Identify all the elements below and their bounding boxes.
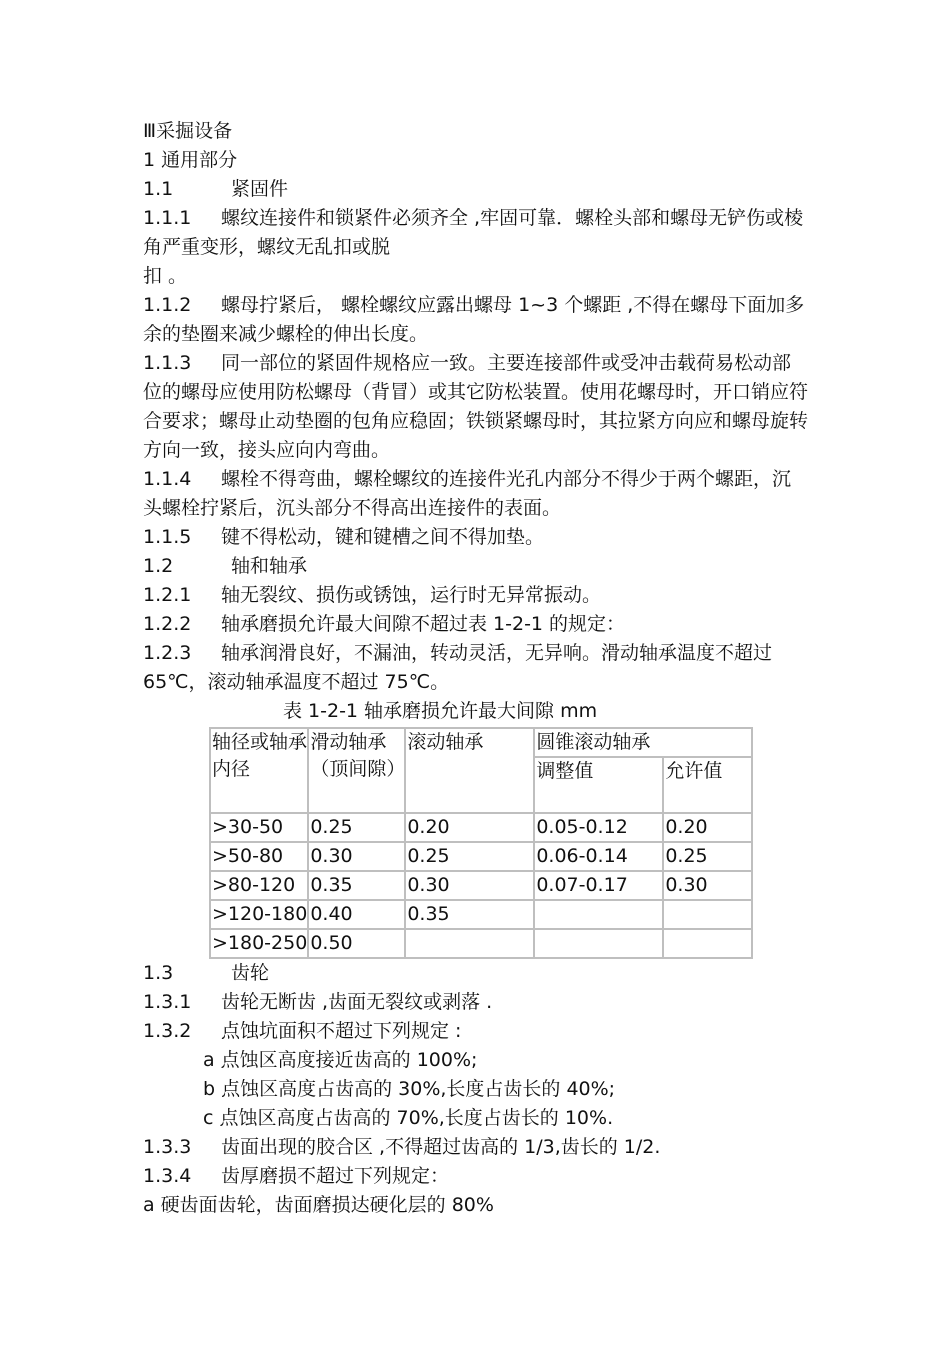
list-item: a 硬齿面齿轮，齿面磨损达硬化层的 80% bbox=[143, 1194, 494, 1216]
table-header-row bbox=[210, 728, 752, 757]
cell-diameter: >50-80 bbox=[210, 842, 308, 871]
heading-1-2 bbox=[143, 552, 808, 581]
header-rolling-bearing: 滚动轴承 bbox=[405, 728, 534, 813]
cell-allow: 0.20 bbox=[663, 813, 752, 842]
table-row bbox=[210, 813, 752, 842]
table-row bbox=[210, 842, 752, 871]
cell-rolling: 0.35 bbox=[405, 900, 534, 929]
header-tapered-roller-bearing: 圆锥滚动轴承 bbox=[534, 728, 752, 757]
paragraph-1-1-1-cont: 扣 。 bbox=[143, 265, 188, 287]
part-heading: 1 通用部分 bbox=[143, 149, 238, 171]
clause-text: 轴承润滑良好，不漏油，转动灵活，无异响。滑动轴承温度不超过 65℃，滚动轴承温度不超过 75℃。 bbox=[143, 642, 773, 693]
clause-text: 轴无裂纹、损伤或锈蚀，运行时无异常振动。 bbox=[221, 584, 602, 606]
clause-text: 轴承磨损允许最大间隙不超过表 1-2-1 的规定： bbox=[221, 613, 626, 635]
cell-diameter: >180-250 bbox=[210, 929, 308, 958]
paragraph-1-1-5 bbox=[143, 523, 808, 552]
cell-diameter: >30-50 bbox=[210, 813, 308, 842]
clause-number: 1.3.1 bbox=[143, 991, 192, 1013]
paragraph-1-1-1 bbox=[143, 204, 808, 262]
list-item: b 点蚀区高度占齿高的 30%,长度占齿长的 40%; bbox=[203, 1078, 616, 1100]
heading-title: 齿轮 bbox=[231, 962, 270, 984]
clause-number: 1.1.1 bbox=[143, 207, 192, 229]
cell-sliding: 0.25 bbox=[308, 813, 405, 842]
paragraph-1-1-3 bbox=[143, 349, 808, 465]
clause-number: 1.1.3 bbox=[143, 352, 192, 374]
clause-text: 齿厚磨损不超过下列规定： bbox=[221, 1165, 450, 1187]
cell-sliding: 0.30 bbox=[308, 842, 405, 871]
cell-adjust bbox=[534, 900, 663, 929]
document-body bbox=[143, 117, 808, 1220]
cell-rolling: 0.30 bbox=[405, 871, 534, 900]
paragraph-1-3-4 bbox=[143, 1162, 808, 1191]
cell-sliding: 0.40 bbox=[308, 900, 405, 929]
list-item: c 点蚀区高度占齿高的 70%,长度占齿长的 10%. bbox=[203, 1107, 614, 1129]
clause-text: 螺纹连接件和锁紧件必须齐全 ,牢固可靠．螺栓头部和螺母无铲伤或棱角严重变形，螺纹无乱扣或脱 bbox=[143, 207, 804, 258]
heading-title: 紧固件 bbox=[231, 178, 289, 200]
heading-1-1 bbox=[143, 175, 808, 204]
heading-number: 1.1 bbox=[143, 178, 174, 200]
heading-number: 1.3 bbox=[143, 962, 174, 984]
header-allowed-value: 允许值 bbox=[663, 757, 752, 813]
cell-adjust bbox=[534, 929, 663, 958]
table-row bbox=[210, 871, 752, 900]
section-title: Ⅲ采掘设备 bbox=[143, 120, 233, 142]
clause-number: 1.3.4 bbox=[143, 1165, 192, 1187]
bearing-clearance-table bbox=[209, 727, 753, 959]
cell-allow bbox=[663, 929, 752, 958]
cell-rolling: 0.25 bbox=[405, 842, 534, 871]
cell-diameter: >120-180 bbox=[210, 900, 308, 929]
cell-adjust: 0.06-0.14 bbox=[534, 842, 663, 871]
clause-number: 1.2.3 bbox=[143, 642, 192, 664]
clause-number: 1.1.2 bbox=[143, 294, 192, 316]
heading-number: 1.2 bbox=[143, 555, 174, 577]
clause-text: 齿轮无断齿 ,齿面无裂纹或剥落 . bbox=[221, 991, 493, 1013]
paragraph-1-2-1 bbox=[143, 581, 808, 610]
heading-1-3 bbox=[143, 959, 808, 988]
clause-text: 齿面出现的胶合区 ,不得超过齿高的 1/3,齿长的 1/2. bbox=[221, 1136, 661, 1158]
table-row bbox=[210, 929, 752, 958]
clause-number: 1.3.2 bbox=[143, 1020, 192, 1042]
clause-number: 1.3.3 bbox=[143, 1136, 192, 1158]
clause-number: 1.1.5 bbox=[143, 526, 192, 548]
clause-number: 1.1.4 bbox=[143, 468, 192, 490]
clause-number: 1.2.2 bbox=[143, 613, 192, 635]
cell-diameter: >80-120 bbox=[210, 871, 308, 900]
cell-sliding: 0.35 bbox=[308, 871, 405, 900]
heading-title: 轴和轴承 bbox=[231, 555, 308, 577]
clause-text: 螺栓不得弯曲，螺栓螺纹的连接件光孔内部分不得少于两个螺距，沉头螺栓拧紧后，沉头部分不得高出连接件的表面。 bbox=[143, 468, 792, 519]
cell-sliding: 0.50 bbox=[308, 929, 405, 958]
clause-text: 螺母拧紧后， 螺栓螺纹应露出螺母 1~3 个螺距 ,不得在螺母下面加多余的垫圈来减少螺栓的伸出长度。 bbox=[143, 294, 805, 345]
clause-text: 点蚀坑面积不超过下列规定 : bbox=[221, 1020, 462, 1042]
list-item: a 点蚀区高度接近齿高的 100%; bbox=[203, 1049, 478, 1071]
paragraph-1-3-2 bbox=[143, 1017, 808, 1046]
cell-allow: 0.30 bbox=[663, 871, 752, 900]
paragraph-1-3-1 bbox=[143, 988, 808, 1017]
table-row bbox=[210, 900, 752, 929]
paragraph-1-2-3 bbox=[143, 639, 808, 697]
header-sliding-bearing: 滑动轴承（顶间隙） bbox=[308, 728, 405, 813]
header-adjust-value: 调整值 bbox=[534, 757, 663, 813]
cell-adjust: 0.07-0.17 bbox=[534, 871, 663, 900]
cell-rolling: 0.20 bbox=[405, 813, 534, 842]
clause-number: 1.2.1 bbox=[143, 584, 192, 606]
paragraph-1-2-2 bbox=[143, 610, 808, 639]
table-caption: 表 1-2-1 轴承磨损允许最大间隙 mm bbox=[283, 700, 598, 722]
cell-adjust: 0.05-0.12 bbox=[534, 813, 663, 842]
cell-rolling bbox=[405, 929, 534, 958]
paragraph-1-1-4 bbox=[143, 465, 808, 523]
cell-allow bbox=[663, 900, 752, 929]
paragraph-1-1-2 bbox=[143, 291, 808, 349]
paragraph-1-3-3 bbox=[143, 1133, 808, 1162]
cell-allow: 0.25 bbox=[663, 842, 752, 871]
clause-text: 键不得松动，键和键槽之间不得加垫。 bbox=[221, 526, 545, 548]
clause-text: 同一部位的紧固件规格应一致。主要连接部件或受冲击载荷易松动部位的螺母应使用防松螺母（背冒）或其它防松装置。使用花螺母时，开口销应符合要求；螺母止动垫圈的包角应稳固；铁锁紧螺母时，其拉紧方向应和螺母旋转方向一致，接头应向内弯曲。 bbox=[143, 352, 809, 461]
header-diameter: 轴径或轴承内径 bbox=[210, 728, 308, 813]
